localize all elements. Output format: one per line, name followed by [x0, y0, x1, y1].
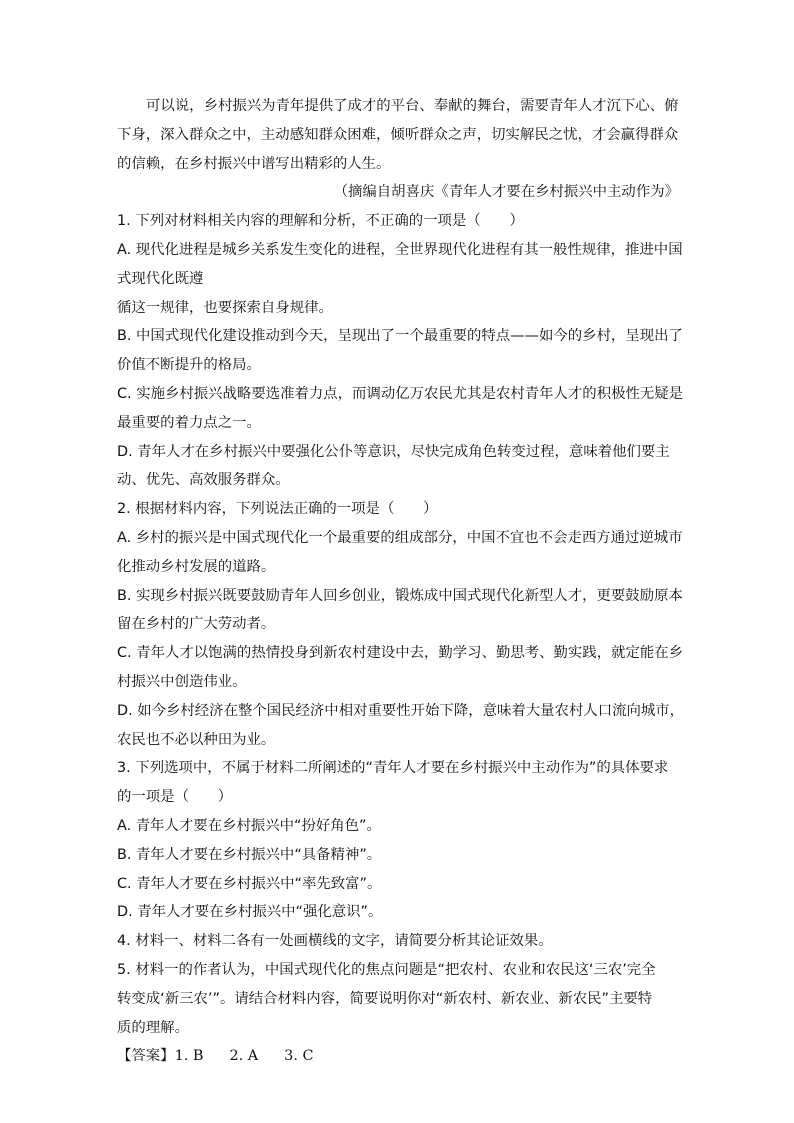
- option-a-line: A. 青年人才要在乡村振兴中“扮好角色”。: [117, 817, 381, 834]
- option-d-line: D. 如今乡村经济在整个国民经济中相对重要性开始下降，意味着大量农村人口流向城市，: [117, 702, 685, 719]
- answer-line: [117, 1042, 679, 1071]
- answer-item: 3. C: [284, 1048, 314, 1065]
- option-a-line: 化推动乡村发展的道路。: [117, 558, 276, 575]
- option-d-line: D. 青年人才在乡村振兴中要强化公仆等意识，尽快完成角色转变过程，意味着他们要主: [117, 443, 670, 460]
- question-5: [117, 956, 679, 1042]
- passage-line: 可以说，乡村振兴为青年提供了成才的平台、奉献的舞台，需要青年人才沉下心、俯: [146, 98, 679, 114]
- question-3: [117, 754, 679, 927]
- passage: [117, 92, 679, 207]
- question-stem: 2. 根据材料内容，下列说法正确的一项是（ ）: [117, 501, 438, 518]
- question-stem: 质的理解。: [117, 1019, 189, 1036]
- question-stem: 3. 下列选项中，不属于材料二所阐述的“青年人才要在乡村振兴中主动作为”的具体要求: [117, 760, 669, 777]
- option-d-line: 动、优先、高效服务群众。: [117, 472, 290, 489]
- answer-item: 1. B: [174, 1048, 204, 1065]
- question-stem: 1. 下列对材料相关内容的理解和分析，不正确的一项是（ ）: [117, 213, 524, 230]
- option-b-line: 价值不断提升的格局。: [117, 357, 261, 374]
- option-d-line: 农民也不必以种田为业。: [117, 731, 276, 748]
- answer-items: [175, 1042, 340, 1071]
- question-stem: 转变成‘新三农’”。请结合材料内容，简要说明你对“新农村、新农业、新农民”主要特: [117, 990, 653, 1007]
- option-b-line: B. 中国式现代化建设推动到今天，呈现出了一个最重要的特点——如今的乡村，呈现出了: [117, 328, 683, 345]
- option-a-line: 循这一规律，也要探索自身规律。: [117, 299, 333, 316]
- question-stem: 4. 材料一、材料二各有一处画横线的文字，请简要分析其论证效果。: [117, 933, 553, 950]
- option-c-line: C. 实施乡村振兴战略要选准着力点，而调动亿万农民尤其是农村青年人才的积极性无疑是: [117, 385, 684, 402]
- question-4: [117, 927, 679, 956]
- option-b-line: B. 青年人才要在乡村振兴中“具备精神”。: [117, 846, 382, 863]
- option-b-line: B. 实现乡村振兴既要鼓励青年人回乡创业，锻炼成中国式现代化新型人才，更要鼓励原本: [117, 587, 683, 604]
- question-stem: 的一项是（ ）: [117, 789, 233, 806]
- question-1: [117, 207, 684, 495]
- option-a-line: 式现代化既遵: [117, 270, 204, 287]
- passage-line: 的信赖，在乡村振兴中谱写出精彩的人生。: [117, 155, 391, 172]
- passage-source: （摘编自胡喜庆《青年人才要在乡村振兴中主动作为》: [333, 184, 679, 201]
- option-c-line: C. 青年人才以饱满的热情投身到新农村建设中去，勤学习、勤思考、勤实践，就定能在乡: [117, 645, 684, 662]
- option-c-line: C. 青年人才要在乡村振兴中“率先致富”。: [117, 875, 382, 892]
- option-b-line: 留在乡村的广大劳动者。: [117, 616, 276, 633]
- option-c-line: 村振兴中创造伟业。: [117, 673, 247, 690]
- option-c-line: 最重要的着力点之一。: [117, 414, 261, 431]
- question-2: [117, 495, 685, 754]
- option-a-line: A. 乡村的振兴是中国式现代化一个最重要的组成部分，中国不宜也不会走西方通过逆城市: [117, 529, 683, 546]
- passage-line: 下身，深入群众之中，主动感知群众困难，倾听群众之声，切实解民之忧，才会赢得群众: [117, 126, 679, 143]
- option-a-line: A. 现代化进程是城乡关系发生变化的进程，全世界现代化进程有其一般性规律，推进中国: [117, 241, 683, 258]
- document-page: [117, 92, 685, 1071]
- question-stem: 5. 材料一的作者认为，中国式现代化的焦点问题是“把农村、农业和农民这‘三农’完全: [117, 961, 656, 978]
- option-d-line: D. 青年人才要在乡村振兴中“强化意识”。: [117, 904, 383, 921]
- answer-label: 【答案】: [117, 1048, 175, 1065]
- answer-item: 2. A: [229, 1048, 259, 1065]
